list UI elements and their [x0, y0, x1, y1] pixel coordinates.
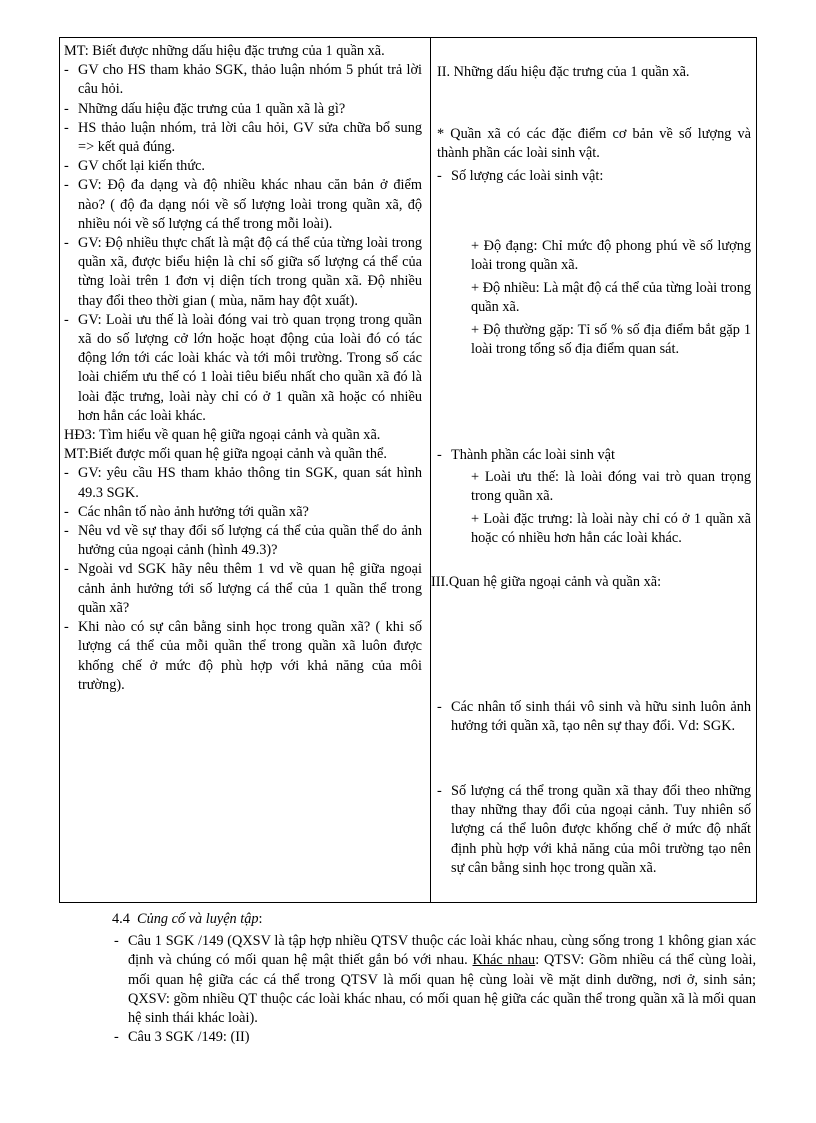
dominant-species-item: + Loài ưu thế: là loài đóng vai trò quan trọng trong quần xã.: [471, 469, 751, 505]
paragraph-text: MT: Biết được những dấu hiệu đặc trưng của 1 quần xã.: [64, 43, 385, 59]
bullet-mark: -: [64, 523, 69, 540]
bullet-mark: -: [437, 447, 442, 463]
q3-text: Câu 3 SGK /149: (II): [128, 1029, 250, 1046]
heading-colon: :: [258, 911, 263, 927]
left-paragraph: [64, 119, 422, 157]
paragraph-text: GV: Loài ưu thế là loài đóng vai trò quan trọng trong quần xã do số lượng cở lớn hoặc hoạt động của loài đó có tác động lớn tới các loài khác và tới môi trường. Trong số các loài chiếm ưu thế có 1 loài tiêu biểu nhất cho quần xã đó là loài đặc trưng, loài này chỉ có ở 1 quần xã hoặc có nhiều hơn hẳn các loài khác.: [78, 311, 422, 424]
paragraph-text: GV: Độ nhiều thực chất là mật độ cá thể của từng loài trong quần xã, được biểu hiện là chỉ số giữa số lượng cá thể của từng loài trên 1 đơn vị diện tích trong quần xã. Độ nhiều thay đổi theo thời gian ( mùa, năm hay đột xuất).: [78, 235, 422, 309]
left-paragraph: [64, 464, 422, 502]
content-column: [431, 38, 757, 902]
review-heading: [112, 910, 756, 929]
bullet-text: Số lượng cá thể trong quần xã thay đổi theo những thay những thay đổi của ngoại cảnh. Tuy nhiên số lượng cá thể luôn được khống chế ở mức độ nhất định phù hợp với khả năng của môi trường tạo nên sự cân bằng sinh học trong quần xã.: [451, 783, 751, 876]
abundance-item: + Độ nhiều: Là mật độ cá thể của từng loài trong quần xã.: [471, 280, 751, 316]
species-count-heading: [437, 167, 751, 186]
species-composition-heading: [437, 446, 751, 465]
community-features-note: * Quần xã có các đặc điểm cơ bản về số lượng và thành phần các loài sinh vật.: [437, 126, 751, 162]
bullet-mark: -: [64, 561, 69, 578]
bullet-mark: -: [64, 100, 69, 117]
q1-text-b: : QTSV: Gồm nhiều cá thể cùng loài, mối quan hệ giữa các cá thể trong QTSV là mối quan hệ cùng loài về mặt dinh dưỡng, nơi ở, sinh sản; QXSV: gồm nhiều QT thuộc các loài khác nhau, có mối quan hệ giữa các quần thể trong quần xã là mối quan hệ sinh thái khác loài).: [128, 952, 757, 1027]
review-section: [112, 910, 756, 1047]
diversity-item: + Độ đạng: Chỉ mức độ phong phú về số lượng loài trong quần xã.: [471, 238, 751, 274]
paragraph-text: HS thảo luận nhóm, trả lời câu hỏi, GV sửa chữa bổ sung => kết quả đúng.: [78, 119, 422, 156]
paragraph-text: GV chốt lại kiến thức.: [78, 158, 205, 175]
left-paragraph: [64, 234, 422, 311]
bullet-mark: -: [64, 503, 69, 520]
section-title: Củng cố và luyện tập: [137, 911, 259, 927]
left-paragraph: [64, 445, 422, 464]
left-paragraph: [64, 618, 422, 695]
q1-text-a: Câu 1 SGK /149 (QXSV là tập hợp nhiều QTSV thuộc các loài khác nhau, cùng sống trong 1 không gian xác định và chúng có mối quan hệ mật thiết gắn bó với nhau.: [128, 933, 756, 969]
bullet-text: Các nhân tố sinh thái vô sinh và hữu sinh luôn ảnh hưởng tới quần xã, tạo nên sự thay đổi. Vd: SGK.: [451, 699, 751, 735]
question-3-answer: [112, 1028, 756, 1047]
bullet-text: Thành phần các loài sinh vật: [451, 447, 615, 463]
population-change-item: [437, 782, 751, 878]
bullet-mark: -: [437, 168, 442, 184]
section-ii-heading: II. Những dấu hiệu đặc trưng của 1 quần xã.: [437, 64, 690, 80]
paragraph-text: Ngoài vd SGK hãy nêu thêm 1 vd về quan hệ giữa ngoại cảnh ảnh hưởng tới số lượng cá thể của 1 quần thể trong quần xã?: [78, 561, 422, 616]
bullet-mark: -: [64, 465, 69, 482]
left-paragraph: [64, 560, 422, 618]
left-paragraph: [64, 426, 422, 445]
bullet-mark: -: [64, 619, 69, 636]
bullet-text: Số lượng các loài sinh vật:: [451, 168, 604, 184]
bullet-mark: -: [64, 62, 69, 79]
section-iii-heading: III.Quan hệ giữa ngoại cảnh và quần xã:: [431, 574, 662, 590]
left-paragraph: [64, 42, 422, 61]
paragraph-text: HĐ3: Tìm hiểu về quan hệ giữa ngoại cảnh và quần xã.: [64, 427, 381, 444]
bullet-mark: -: [64, 311, 69, 328]
paragraph-text: GV cho HS tham khảo SGK, thảo luận nhóm 5 phút trả lời câu hỏi.: [78, 62, 422, 98]
left-paragraph: [64, 157, 422, 176]
paragraph-text: GV: yêu cầu HS tham khảo thông tin SGK, quan sát hình 49.3 SGK.: [78, 465, 422, 501]
bullet-mark: -: [64, 177, 69, 194]
ecological-factors-item: [437, 698, 751, 736]
bullet-mark: -: [64, 158, 69, 175]
paragraph-text: GV: Độ đa dạng và độ nhiều khác nhau căn bản ở điểm nào? ( độ đa dạng nói về số lượng loài trong quần xã, độ nhiều nói về số lượng cá thể trong mỗi loài).: [78, 177, 422, 232]
section-number: 4.4: [112, 911, 130, 927]
paragraph-text: Các nhân tố nào ảnh hưởng tới quần xã?: [78, 503, 309, 520]
left-paragraph: [64, 100, 422, 119]
bullet-mark: -: [64, 235, 69, 252]
characteristic-species-item: + Loài đặc trưng: là loài này chỉ có ở 1 quần xã hoặc có nhiều hơn hẳn các loài khác.: [471, 511, 751, 547]
paragraph-text: Những dấu hiệu đặc trưng của 1 quần xã là gì?: [78, 100, 346, 117]
question-1-answer: [112, 932, 756, 1028]
teacher-activities-column: [60, 38, 430, 902]
left-paragraph: [64, 176, 422, 234]
bullet-mark: -: [64, 119, 69, 136]
left-paragraph: [64, 61, 422, 99]
left-paragraph: [64, 311, 422, 426]
lesson-table: [59, 37, 757, 903]
left-paragraph: [64, 522, 422, 560]
bullet-mark: -: [437, 783, 442, 799]
paragraph-text: MT:Biết được mối quan hệ giữa ngoại cảnh và quần thể.: [64, 446, 387, 463]
bullet-mark: -: [114, 933, 119, 950]
paragraph-text: Khi nào có sự cân bằng sinh học trong quần xã? ( khi số lượng cá thể của mỗi quần thể trong quần xã luôn được khống chế ở mức độ phù hợp với khả năng của môi trường).: [78, 619, 422, 693]
bullet-mark: -: [437, 699, 442, 715]
q1-underlined: Khác nhau: [472, 952, 536, 969]
left-paragraph: [64, 503, 422, 522]
frequency-item: + Độ thường gặp: Tỉ số % số địa điểm bắt gặp 1 loài trong tổng số địa điểm quan sát.: [471, 322, 751, 358]
bullet-mark: -: [114, 1029, 119, 1046]
paragraph-text: Nêu vd về sự thay đổi số lượng cá thể của quần thể do ảnh hưởng của ngoại cảnh (hình 49.3)?: [78, 523, 422, 559]
